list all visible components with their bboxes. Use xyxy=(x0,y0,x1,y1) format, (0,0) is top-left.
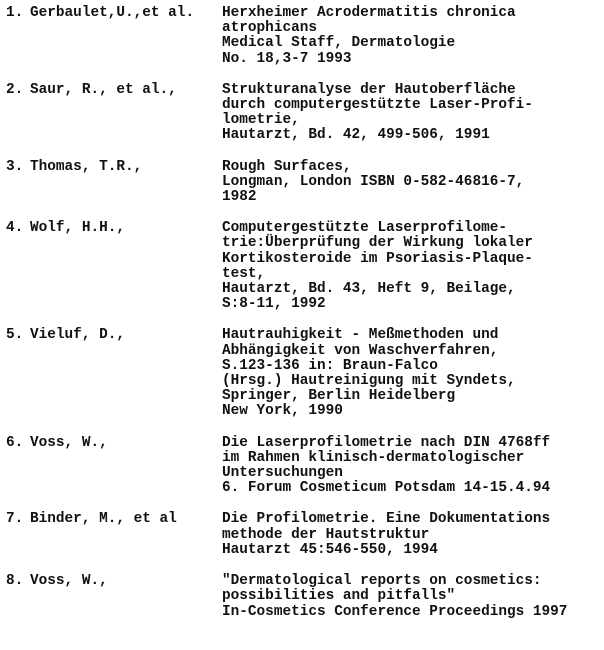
reference-item xyxy=(6,83,602,144)
citation-line: test, xyxy=(222,265,266,282)
reference-item xyxy=(6,6,602,67)
citation-line: methode der Hautstruktur xyxy=(222,526,430,543)
reference-number: 4. xyxy=(6,220,24,237)
citation-line: "Dermatological reports on cosmetics: xyxy=(222,573,542,590)
citation-line: im Rahmen klinisch-dermatologischer xyxy=(222,449,525,466)
reference-item xyxy=(6,436,602,497)
citation-line: Die Laserprofilometrie nach DIN 4768ff xyxy=(222,434,551,451)
reference-author: Voss, W., xyxy=(30,573,108,590)
citation-line: atrophicans xyxy=(222,20,317,37)
citation-line: New York, 1990 xyxy=(222,403,343,420)
reference-author: Saur, R., et al., xyxy=(30,81,177,98)
citation-line: possibilities and pitfalls" xyxy=(222,588,456,605)
citation-line: Kortikosteroide im Psoriasis-Plaque- xyxy=(222,250,533,267)
reference-citation xyxy=(222,328,602,419)
reference-item xyxy=(6,221,602,312)
citation-line: Springer, Berlin Heidelberg xyxy=(222,388,456,405)
reference-number: 6. xyxy=(6,434,24,451)
citation-line: durch computergestützte Laser-Profi- xyxy=(222,97,533,114)
citation-line: Computergestützte Laserprofilome- xyxy=(222,220,507,237)
reference-citation xyxy=(222,6,602,67)
reference-author: Binder, M., et al xyxy=(30,511,177,528)
reference-number: 2. xyxy=(6,81,24,98)
citation-line: Herxheimer Acrodermatitis chronica xyxy=(222,5,516,21)
reference-number: 1. xyxy=(6,5,24,21)
citation-line: Hautarzt, Bd. 43, Heft 9, Beilage, xyxy=(222,281,516,298)
reference-author: Gerbaulet,U.,et al. xyxy=(30,5,195,21)
reference-number: 7. xyxy=(6,511,24,528)
reference-number: 3. xyxy=(6,158,24,175)
reference-author: Wolf, H.H., xyxy=(30,220,125,237)
citation-line: trie:Überprüfung der Wirkung lokaler xyxy=(222,235,533,252)
reference-citation xyxy=(222,574,602,620)
reference-item xyxy=(6,512,602,558)
reference-citation xyxy=(222,221,602,312)
citation-line: Untersuchungen xyxy=(222,465,343,482)
reference-citation xyxy=(222,160,602,206)
reference-number: 5. xyxy=(6,327,24,344)
citation-line: Hautrauhigkeit - Meßmethoden und xyxy=(222,327,499,344)
citation-line: 6. Forum Cosmeticum Potsdam 14-15.4.94 xyxy=(222,480,551,497)
citation-line: 1982 xyxy=(222,189,257,206)
reference-citation xyxy=(222,436,602,497)
citation-line: Hautarzt, Bd. 42, 499-506, 1991 xyxy=(222,127,490,144)
citation-line: Longman, London ISBN 0-582-46816-7, xyxy=(222,173,525,190)
citation-line: (Hrsg.) Hautreinigung mit Syndets, xyxy=(222,373,516,390)
reference-list xyxy=(6,6,602,620)
reference-item xyxy=(6,328,602,419)
citation-line: lometrie, xyxy=(222,112,300,129)
reference-item xyxy=(6,574,602,620)
reference-author: Thomas, T.R., xyxy=(30,158,143,175)
reference-citation xyxy=(222,512,602,558)
citation-line: In-Cosmetics Conference Proceedings 1997 xyxy=(222,603,568,620)
citation-line: Strukturanalyse der Hautoberfläche xyxy=(222,81,516,98)
citation-line: Abhängigkeit von Waschverfahren, xyxy=(222,342,499,359)
citation-line: Die Profilometrie. Eine Dokumentations xyxy=(222,511,551,528)
reference-number: 8. xyxy=(6,573,24,590)
citation-line: Rough Surfaces, xyxy=(222,158,352,175)
reference-item xyxy=(6,160,602,206)
citation-line: Hautarzt 45:546-550, 1994 xyxy=(222,541,438,558)
reference-citation xyxy=(222,83,602,144)
citation-line: Medical Staff, Dermatologie xyxy=(222,35,456,52)
reference-author: Vieluf, D., xyxy=(30,327,125,344)
reference-author: Voss, W., xyxy=(30,434,108,451)
citation-line: S:8-11, 1992 xyxy=(222,296,326,313)
citation-line: S.123-136 in: Braun-Falco xyxy=(222,357,438,374)
citation-line: No. 18,3-7 1993 xyxy=(222,50,352,67)
